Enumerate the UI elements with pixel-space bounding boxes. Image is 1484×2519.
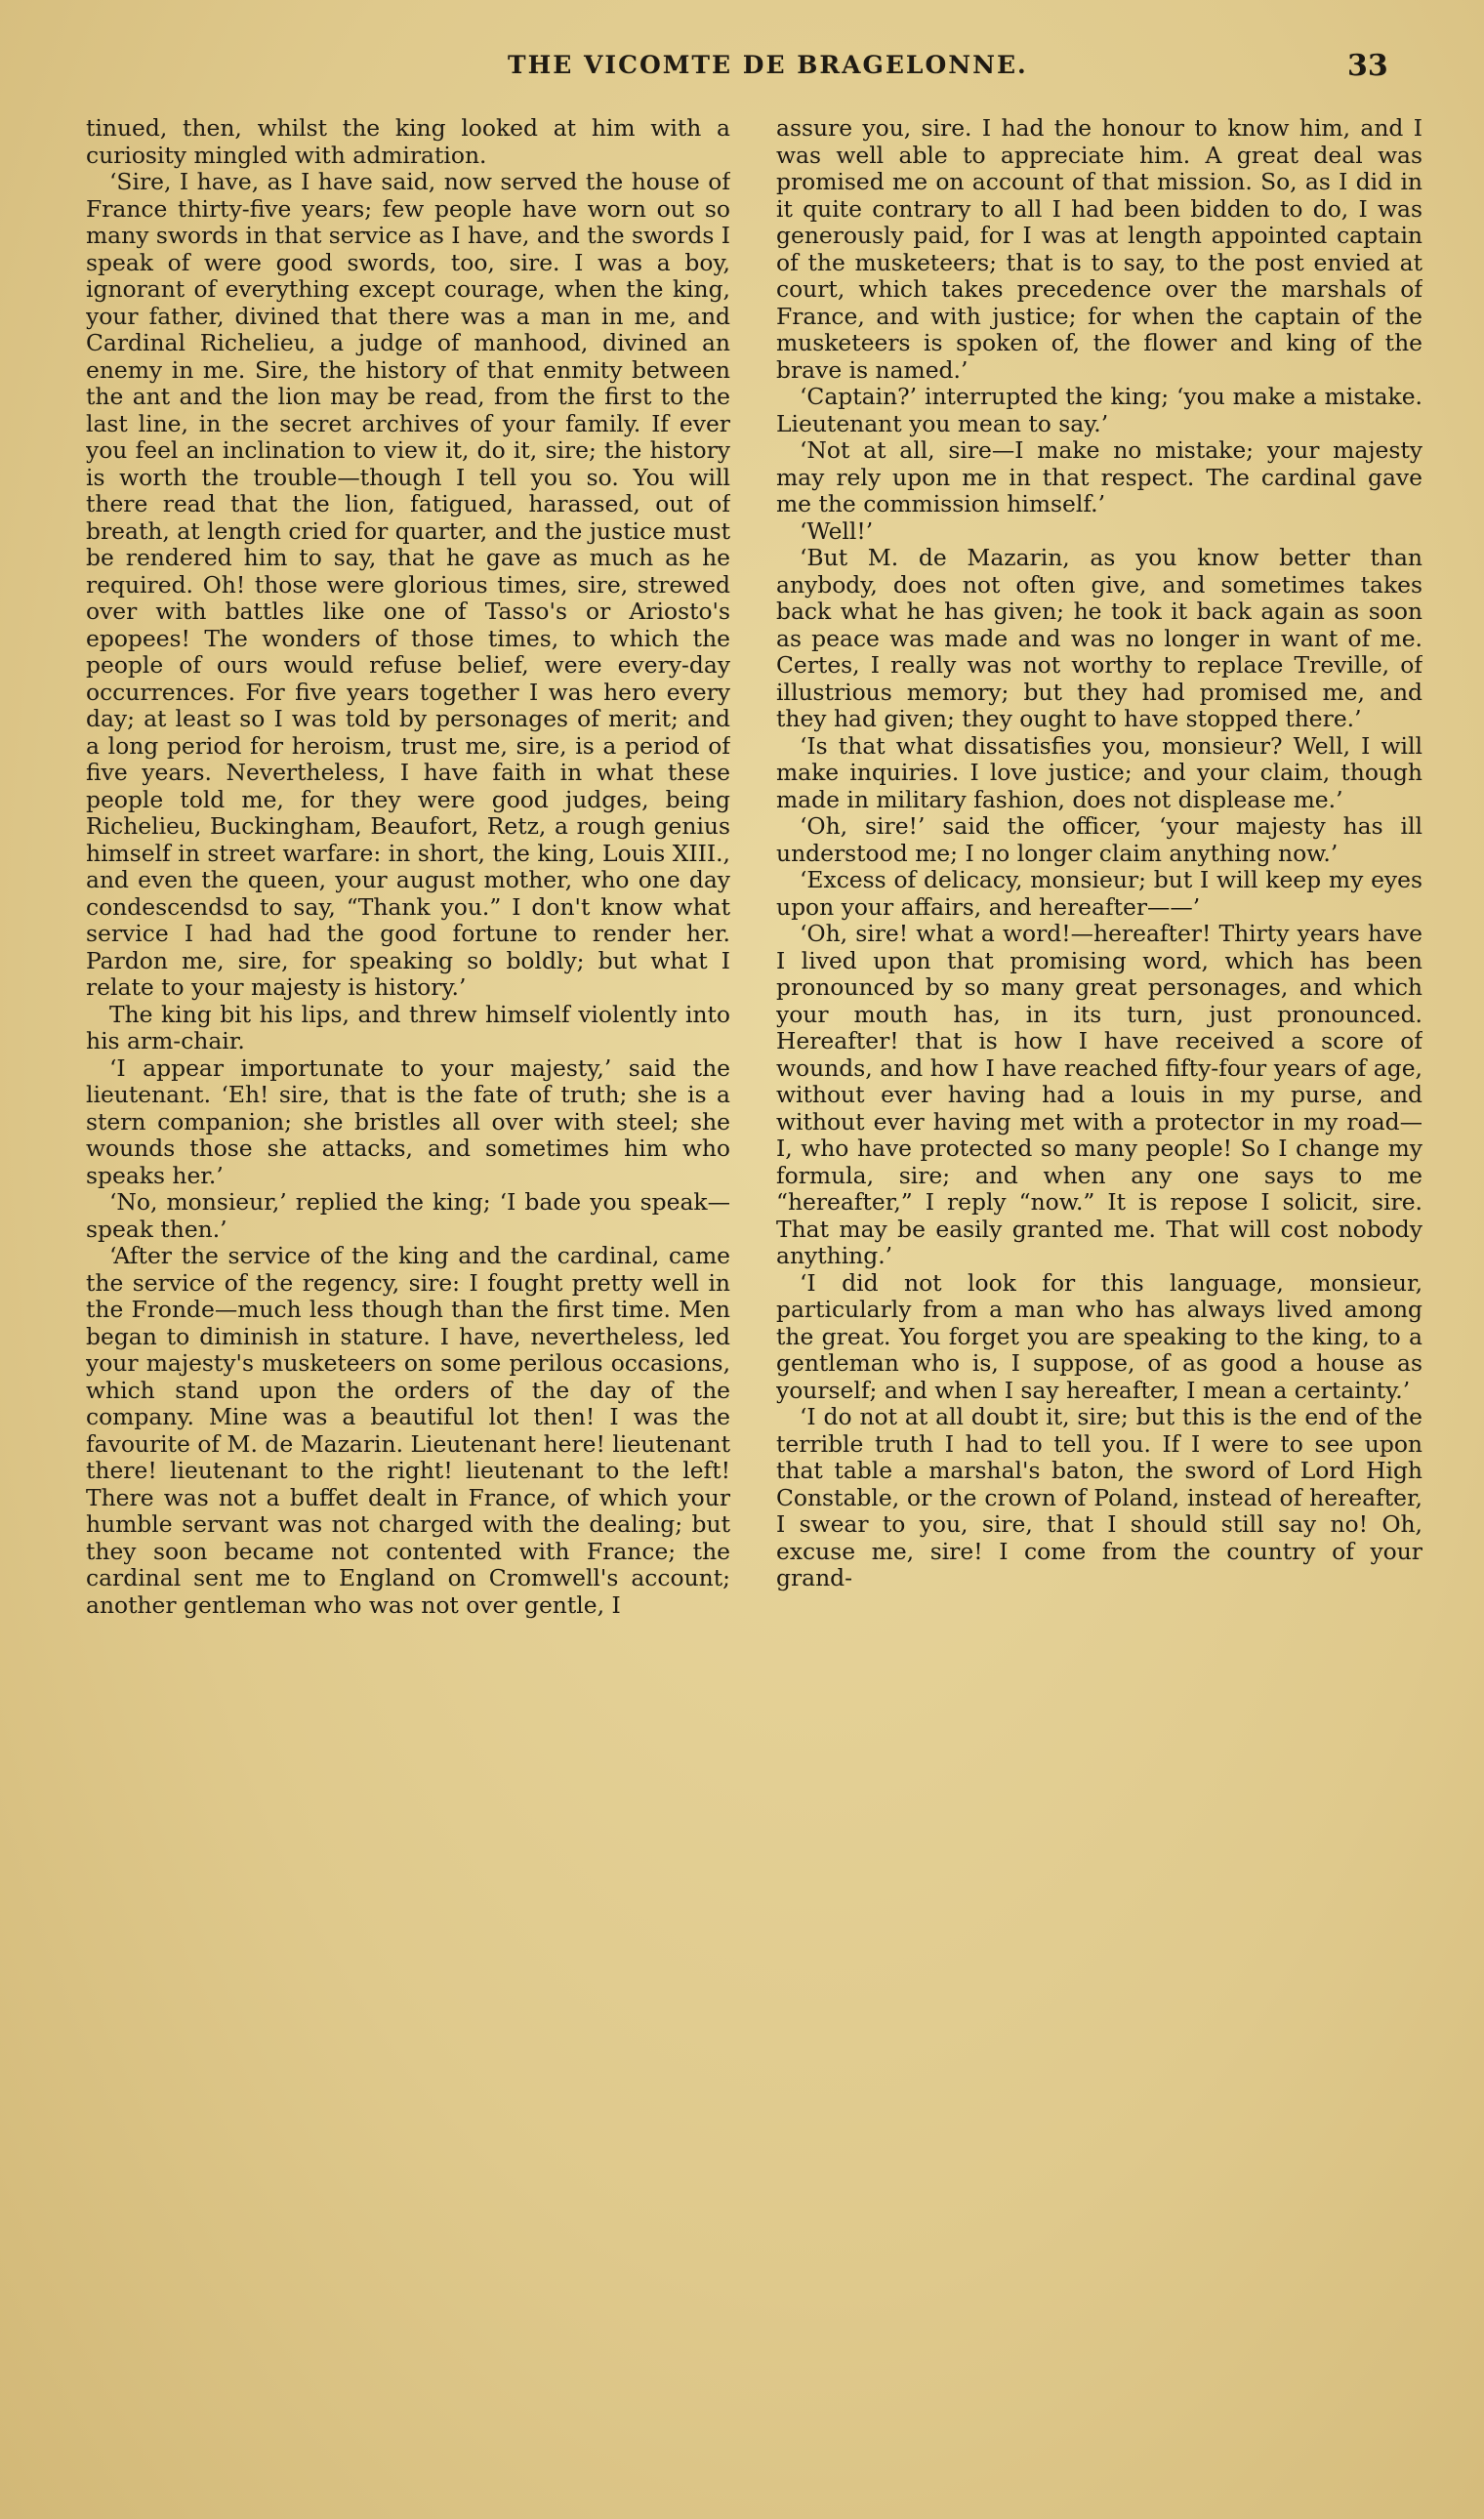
paragraph: ‘Not at all, sire—I make no mistake; your majesty may rely upon me in that respect. The cardinal gave me the commission himself.’ [776, 436, 1422, 517]
paragraph: ‘Sire, I have, as I have said, now served the house of France thirty-five years; few people have worn out so many swords in that service as I have, and the swords I speak of were good swords, too, sire. I was a boy, ignorant of everything except courage, when the king, your father, divined that there was a man in me, and Cardinal Richelieu, a judge of manhood, divined an enemy in me. Sire, the history of that enmity between the ant and the lion may be read, from the first to the last line, in the secret archives of your family. If ever you feel an inclination to view it, do it, sire; the history is worth the trouble—though I tell you so. You will there read that the lion, fatigued, harassed, out of breath, at length cried for quarter, and the justice must be rendered him to say, that he gave as much as he required. Oh! those were glorious times, sire, strewed over with battles like one of Tasso's or Ariosto's epopees! The wonders of those times, to which the people of ours would refuse belief, were every-day occurrences. For five years together I was hero every day; at least so I was told by personages of merit; and a long period for heroism, trust me, sire, is a period of five years. Nevertheless, I have faith in what these people told me, for they were good judges, being Richelieu, Buckingham, Beaufort, Retz, a rough genius himself in street warfare: in short, the king, Louis XIII., and even the queen, your august mother, who one day condescendsd to say, “Thank you.” I don't know what service I had had the good fortune to render her. Pardon me, sire, for speaking so boldly; but what I relate to your majesty is history.’ [86, 168, 730, 1001]
paragraph: ‘I did not look for this language, monsieur, particularly from a man who has always lived among the great. You forget you are speaking to the king, to a gentleman who is, I suppose, of as good a house as yourself; and when I say hereafter, I mean a certainty.’ [776, 1268, 1422, 1404]
paragraph: ‘Is that what dissatisfies you, monsieur? Well, I will make inquiries. I love justice; and your claim, though made in military fashion, does not displease me.’ [776, 731, 1422, 813]
running-title: THE VICOMTE DE BRAGELONNE. [508, 51, 1028, 79]
running-head [0, 51, 1484, 90]
paragraph: ‘After the service of the king and the cardinal, came the service of the regency, sire: I fought pretty well in the Fronde—much less though than the first time. Men began to diminish in stature. I have, nevertheless, led your majesty's musketeers on some perilous occasions, which stand upon the orders of the day of the company. Mine was a beautiful lot then! I was the favourite of M. de Mazarin. Lieutenant here! lieutenant there! lieutenant to the right! lieutenant to the left! There was not a buffet dealt in France, of which your humble servant was not charged with the dealing; but they soon became not contented with France; the cardinal sent me to England on Cromwell's account; another gentleman who was not over gentle, I [86, 1242, 730, 1619]
paragraph: assure you, sire. I had the honour to know him, and I was well able to appreciate him. A great deal was promised me on account of that mission. So, as I did in it quite contrary to all I had been bidden to do, I was generously paid, for I was at length appointed captain of the musketeers; that is to say, to the post envied at court, which takes precedence over the marshals of France, and with justice; for when the captain of the musketeers is spoken of, the flower and king of the brave is named.’ [776, 115, 1422, 384]
paragraph: ‘Excess of delicacy, monsieur; but I will keep my eyes upon your affairs, and hereafter——’ [776, 866, 1422, 921]
paragraph: tinued, then, whilst the king looked at him with a curiosity mingled with admiration. [86, 115, 730, 169]
paragraph: The king bit his lips, and threw himself violently into his arm-chair. [86, 1000, 730, 1054]
paragraph: ‘I appear importunate to your majesty,’ said the lieutenant. ‘Eh! sire, that is the fate of truth; she is a stern companion; she bristles all over with steel; she wounds those she attacks, and sometimes him who speaks her.’ [86, 1053, 730, 1189]
right-column [776, 115, 1422, 2458]
paragraph: ‘Oh, sire! what a word!—hereafter! Thirty years have I lived upon that promising word, which has been pronounced by so many great personages, and which your mouth has, in its turn, just pronounced. Hereafter! that is how I have received a score of wounds, and how I have reached fifty-four years of age, without ever having had a louis in my purse, and without ever having met with a protector in my road—I, who have protected so many people! So I change my formula, sire; and when any one says to me “hereafter,” I reply “now.” It is repose I solicit, sire. That may be easily granted me. That will cost nobody anything.’ [776, 920, 1422, 1269]
paragraph: ‘I do not at all doubt it, sire; but this is the end of the terrible truth I had to tell you. If I were to see upon that table a marshal's baton, the sword of Lord High Constable, or the crown of Poland, instead of hereafter, I swear to you, sire, that I should still say no! Oh, excuse me, sire! I come from the country of your grand- [776, 1403, 1422, 1591]
paragraph: ‘Well!’ [800, 516, 874, 545]
paragraph: ‘Oh, sire!’ said the officer, ‘your majesty has ill understood me; I no longer claim anything now.’ [776, 812, 1422, 867]
page-number: 33 [1347, 49, 1388, 83]
paragraph: ‘But M. de Mazarin, as you know better than anybody, does not often give, and sometimes takes back what he has given; he took it back again as soon as peace was made and was no longer in want of me. Certes, I really was not worthy to replace Treville, of illustrious memory; but they had promised me, and they had given; they ought to have stopped there.’ [776, 544, 1422, 732]
left-column [86, 115, 730, 2458]
paragraph: ‘Captain?’ interrupted the king; ‘you make a mistake. Lieutenant you mean to say.’ [776, 383, 1422, 437]
paragraph: ‘No, monsieur,’ replied the king; ‘I bade you speak—speak then.’ [86, 1188, 730, 1243]
